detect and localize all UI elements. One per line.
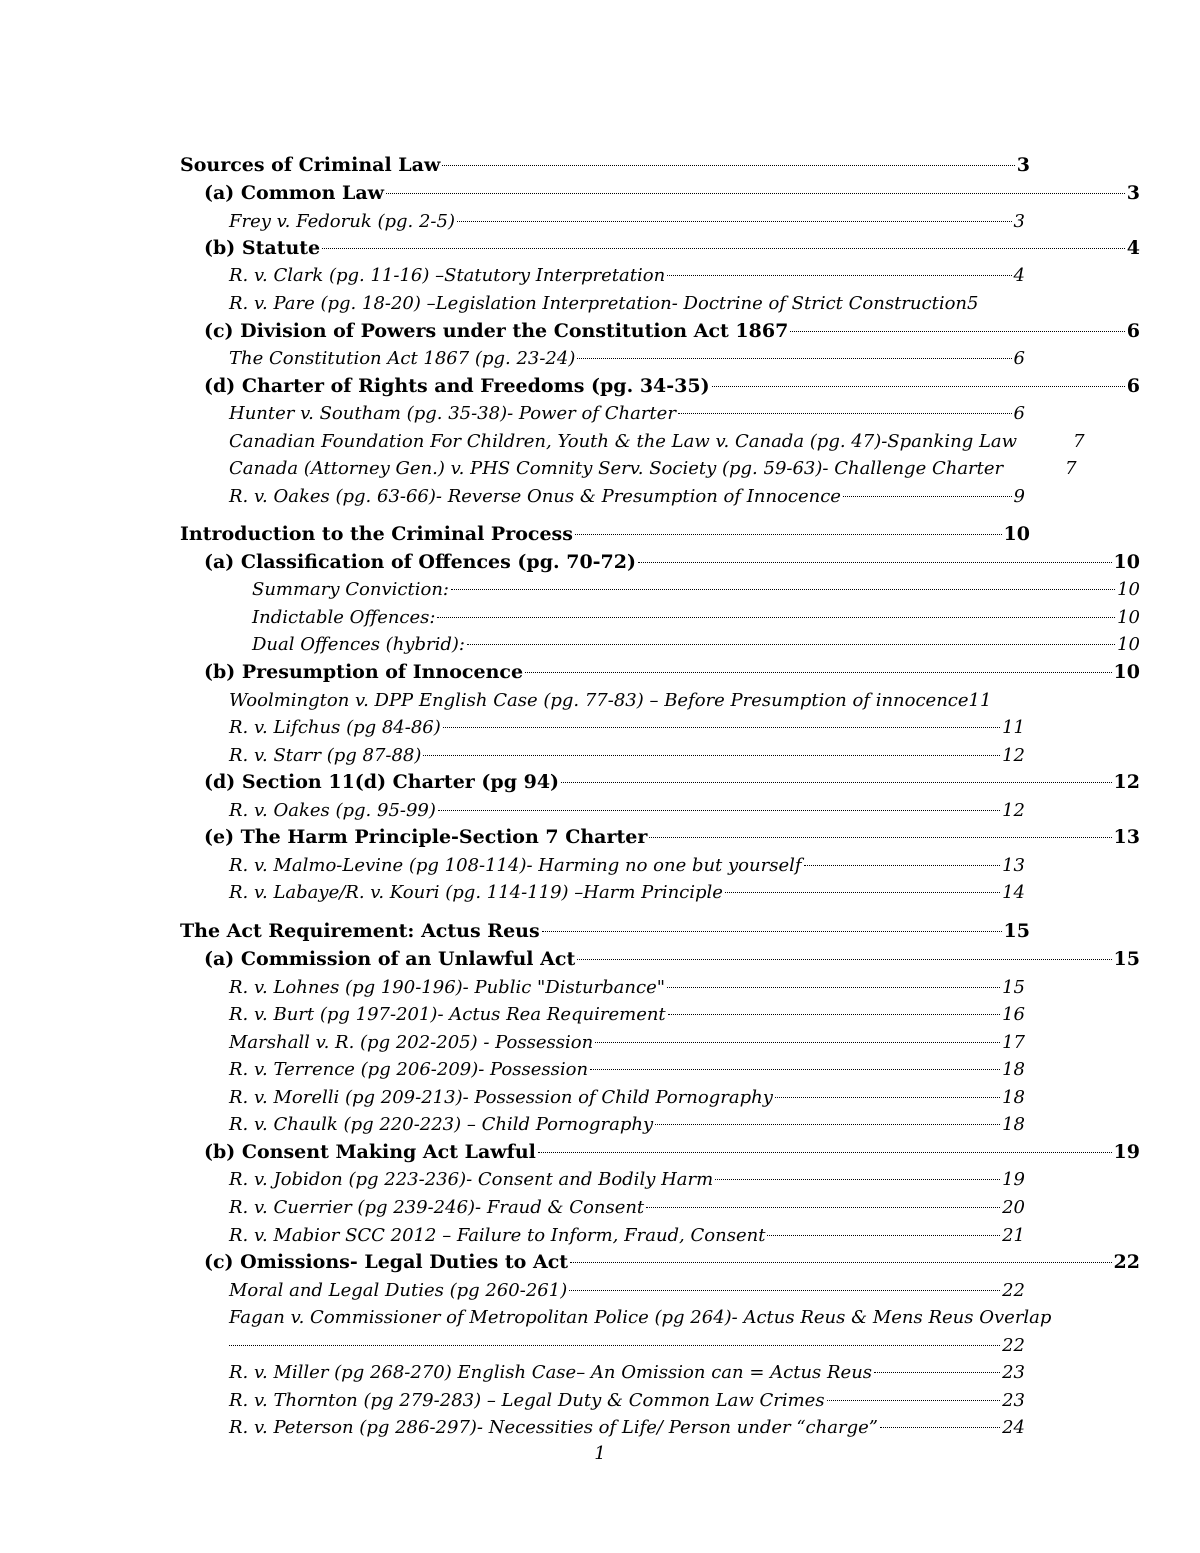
toc-entry-hunter-v-southam[interactable] [229, 400, 1025, 427]
toc-entry-title: (e) The Harm Principle-Section 7 Charter [204, 826, 648, 848]
toc-entry-title: R. v. Terrence (pg 206-209)- Possession [229, 1059, 589, 1080]
toc-entry-summary-conviction[interactable] [252, 576, 1140, 603]
toc-entry-page: 5 [967, 293, 979, 314]
toc-entry-r-v-morelli[interactable] [229, 1084, 1025, 1111]
toc-entry-dual-offences[interactable] [252, 631, 1140, 658]
toc-entry-canadian-foundation[interactable] [229, 428, 1085, 455]
toc-entry-act-requirement[interactable] [180, 918, 1030, 945]
toc-entry-title: (d) Charter of Rights and Freedoms (pg. 34-35) [204, 375, 710, 397]
toc-entry-page: 18 [1002, 1114, 1025, 1135]
dot-leader [229, 1345, 1000, 1346]
toc-entry-r-v-terrence[interactable] [229, 1056, 1025, 1083]
dot-leader [595, 1042, 1000, 1043]
toc-entry-classification-of-offences[interactable] [204, 549, 1140, 576]
toc-entry-unlawful-act[interactable] [204, 946, 1140, 973]
dot-leader [874, 1372, 1000, 1373]
toc-entry-page: 17 [1002, 1032, 1025, 1053]
toc-entry-title: (a) Commission of an Unlawful Act [204, 948, 576, 970]
dot-leader [646, 1207, 1000, 1208]
toc-entry-r-v-clark[interactable] [229, 262, 1025, 289]
toc-entry-page: 10 [1113, 551, 1140, 573]
toc-entry-sources-of-criminal-law[interactable] [180, 152, 1030, 179]
dot-leader [538, 1152, 1112, 1153]
dot-leader [457, 221, 1012, 222]
toc-entry-page: 7 [1073, 431, 1085, 452]
toc-entry-division-of-powers[interactable] [204, 318, 1140, 345]
dot-leader [442, 165, 1014, 166]
toc-entry-consent-making-act-lawful[interactable] [204, 1139, 1140, 1166]
toc-entry-page: 6 [1013, 348, 1025, 369]
toc-entry-title: R. v. Oakes (pg. 63-66)- Reverse Onus & Presumption of Innocence [229, 486, 841, 507]
toc-entry-r-v-peterson[interactable] [229, 1414, 1025, 1441]
dot-leader [790, 331, 1124, 332]
toc-entry-title: R. v. Peterson (pg 286-297)- Necessities of Life/ Person under “charge” [229, 1417, 878, 1438]
dot-leader [575, 534, 1002, 535]
toc-entry-page: 15 [1113, 948, 1140, 970]
toc-entry-title: Fagan v. Commissioner of Metropolitan Police (pg 264)- Actus Reus & Mens Reus Overlap [229, 1307, 1052, 1328]
toc-entry-r-v-cuerrier[interactable] [229, 1194, 1025, 1221]
toc-entry-page: 22 [1113, 1251, 1140, 1273]
toc-entry-charter-of-rights[interactable] [204, 373, 1140, 400]
dot-leader [725, 892, 1000, 893]
toc-entry-title: Canada (Attorney Gen.) v. PHS Comnity Serv. Society (pg. 59-63)- Challenge Charter [229, 458, 1004, 479]
toc-entry-title: R. v. Miller (pg 268-270) English Case– An Omission can = Actus Reus [229, 1362, 873, 1383]
dot-leader [712, 386, 1125, 387]
dot-leader [827, 1400, 1001, 1401]
toc-entry-marshall-v-r[interactable] [229, 1029, 1025, 1056]
toc-entry-title: R. v. Jobidon (pg 223-236)- Consent and Bodily Harm [229, 1169, 714, 1190]
toc-entry-indictable-offences[interactable] [252, 604, 1140, 631]
toc-entry-page: 10 [1117, 634, 1140, 655]
toc-entry-title: Frey v. Fedoruk (pg. 2-5) [229, 211, 455, 232]
toc-entry-title: R. v. Lifchus (pg 84-86) [229, 717, 441, 738]
dot-leader [668, 1014, 1000, 1015]
toc-entry-title: R. v. Chaulk (pg 220-223) – Child Pornography [229, 1114, 654, 1135]
toc-entry-title: Canadian Foundation For Children, Youth & the Law v. Canada (pg. 47)-Spanking Law [229, 431, 1018, 452]
dot-leader [577, 358, 1011, 359]
dot-leader [590, 1069, 1000, 1070]
dot-leader [386, 193, 1125, 194]
toc-entry-title: R. v. Morelli (pg 209-213)- Possession of Child Pornography [229, 1087, 773, 1108]
dot-leader [569, 1290, 1000, 1291]
toc-entry-statute[interactable] [204, 235, 1140, 262]
dot-leader [638, 562, 1112, 563]
toc-entry-title: R. v. Oakes (pg. 95-99) [229, 800, 436, 821]
toc-entry-page: 21 [1002, 1225, 1025, 1246]
toc-entry-title: R. v. Cuerrier (pg 239-246)- Fraud & Consent [229, 1197, 645, 1218]
toc-entry-page: 10 [1113, 661, 1140, 683]
toc-entry-title: (a) Common Law [204, 182, 385, 204]
toc-entry-harm-principle[interactable] [204, 824, 1140, 851]
toc-entry-intro-criminal-process[interactable] [180, 521, 1030, 548]
toc-entry-title: R. v. Malmo-Levine (pg 108-114)- Harming no one but yourself [229, 855, 802, 876]
toc-entry-title: Woolmington v. DPP English Case (pg. 77-83) – Before Presumption of innocence [229, 690, 969, 711]
dot-leader [561, 782, 1112, 783]
dot-leader [451, 589, 1115, 590]
toc-entry-r-v-thornton[interactable] [229, 1387, 1025, 1414]
toc-entry-page: 10 [1117, 579, 1140, 600]
toc-entry-page: 22 [1002, 1280, 1025, 1301]
dot-leader [438, 810, 1000, 811]
toc-entry-page: 22 [1002, 1335, 1025, 1356]
toc-entry-section-11d[interactable] [204, 769, 1140, 796]
toc-entry-r-v-chaulk[interactable] [229, 1111, 1025, 1138]
toc-entry-title: (a) Classification of Offences (pg. 70-72) [204, 551, 636, 573]
toc-entry-page: 19 [1113, 1141, 1140, 1163]
toc-entry-r-v-oakes-2[interactable] [229, 797, 1025, 824]
toc-entry-r-v-lohnes[interactable] [229, 974, 1025, 1001]
toc-entry-title: (b) Presumption of Innocence [204, 661, 524, 683]
toc-entry-page: 4 [1126, 237, 1140, 259]
toc-entry-title: Hunter v. Southam (pg. 35-38)- Power of Charter [229, 403, 676, 424]
toc-entry-omissions[interactable] [204, 1249, 1140, 1276]
toc-entry-page: 3 [1126, 182, 1140, 204]
toc-entry-title: Dual Offences (hybrid): [252, 634, 465, 655]
toc-entry-fagan[interactable] [229, 1304, 1051, 1331]
toc-entry-page: 23 [1002, 1362, 1025, 1383]
toc-entry-page: 15 [1002, 977, 1025, 998]
toc-entry-page: 12 [1002, 800, 1025, 821]
dot-leader [570, 1262, 1112, 1263]
dot-leader [437, 617, 1115, 618]
toc-entry-r-v-starr[interactable] [229, 742, 1025, 769]
toc-entry-frey-v-fedoruk[interactable] [229, 208, 1025, 235]
dot-leader [880, 1427, 1000, 1428]
toc-entry-page: 6 [1126, 375, 1140, 397]
toc-entry-r-v-lifchus[interactable] [229, 714, 1025, 741]
dot-leader [542, 931, 1002, 932]
toc-entry-title: R. v. Lohnes (pg 190-196)- Public "Disturbance" [229, 977, 666, 998]
toc-entry-title: (c) Omissions- Legal Duties to Act [204, 1251, 569, 1273]
toc-entry-title: (d) Section 11(d) Charter (pg 94) [204, 771, 560, 793]
toc-entry-title: R. v. Starr (pg 87-88) [229, 745, 422, 766]
toc-entry-page: 13 [1002, 855, 1025, 876]
dot-leader [423, 755, 1000, 756]
toc-entry-constitution-act-1867[interactable] [229, 345, 1025, 372]
dot-leader [804, 865, 1001, 866]
toc-entry-labaye-kouri[interactable] [229, 879, 1025, 906]
dot-leader [775, 1097, 1000, 1098]
toc-entry-title: R. v. Pare (pg. 18-20) –Legislation Interpretation- Doctrine of Strict Construction [229, 293, 968, 314]
toc-entry-malmo-levine[interactable] [229, 852, 1025, 879]
toc-entry-page: 3 [1016, 154, 1030, 176]
toc-entry-page: 11 [968, 690, 992, 711]
toc-entry-page: 12 [1002, 745, 1025, 766]
dot-leader [767, 1235, 1000, 1236]
toc-entry-page: 23 [1002, 1390, 1025, 1411]
toc-entry-title: R. v. Thornton (pg 279-283) – Legal Duty & Common Law Crimes [229, 1390, 825, 1411]
toc-entry-r-v-miller[interactable] [229, 1359, 1025, 1386]
toc-entry-title: R. v. Clark (pg. 11-16) –Statutory Interpretation [229, 265, 666, 286]
toc-entry-title: R. v. Labaye/R. v. Kouri (pg. 114-119) –Harm Principle [229, 882, 723, 903]
toc-entry-title: (b) Consent Making Act Lawful [204, 1141, 536, 1163]
toc-entry-title: (b) Statute [204, 237, 321, 259]
dot-leader [577, 959, 1111, 960]
dot-leader [667, 987, 1000, 988]
toc-entry-page: 9 [1013, 486, 1025, 507]
dot-leader [649, 837, 1111, 838]
dot-leader [715, 1179, 1000, 1180]
dot-leader [843, 496, 1012, 497]
dot-leader [467, 644, 1115, 645]
toc-entry-page: 18 [1002, 1059, 1025, 1080]
toc-entry-r-v-pare[interactable] [229, 290, 978, 317]
toc-entry-fagan-continuation[interactable] [229, 1332, 1025, 1359]
toc-entry-page: 12 [1113, 771, 1140, 793]
toc-entry-common-law[interactable] [204, 180, 1140, 207]
toc-entry-r-v-jobidon[interactable] [229, 1166, 1025, 1193]
toc-entry-page: 10 [1003, 523, 1030, 545]
toc-entry-page: 16 [1002, 1004, 1025, 1025]
toc-entry-title: Sources of Criminal Law [180, 154, 441, 176]
toc-entry-page: 19 [1002, 1169, 1025, 1190]
toc-entry-title: Introduction to the Criminal Process [180, 523, 573, 545]
toc-entry-title: R. v. Mabior SCC 2012 – Failure to Inform, Fraud, Consent [229, 1225, 766, 1246]
toc-entry-title: The Constitution Act 1867 (pg. 23-24) [229, 348, 576, 369]
toc-entry-page: 6 [1126, 320, 1140, 342]
toc-entry-title: Moral and Legal Duties (pg 260-261) [229, 1280, 568, 1301]
toc-entry-r-v-oakes-1[interactable] [229, 483, 1025, 510]
toc-entry-title: Indictable Offences: [252, 607, 436, 628]
toc-entry-title: Marshall v. R. (pg 202-205) - Possession [229, 1032, 594, 1053]
dot-leader [322, 248, 1125, 249]
toc-entry-phs-community[interactable] [229, 455, 1077, 482]
page-number-footer: 1 [594, 1443, 606, 1464]
toc-entry-page: 4 [1013, 265, 1025, 286]
toc-entry-page: 18 [1002, 1087, 1025, 1108]
toc-entry-page: 15 [1003, 920, 1030, 942]
toc-entry-page: 14 [1002, 882, 1025, 903]
toc-entry-woolmington[interactable] [229, 687, 991, 714]
toc-entry-page: 3 [1013, 211, 1025, 232]
toc-entry-r-v-mabior[interactable] [229, 1222, 1025, 1249]
toc-entry-page: 13 [1113, 826, 1140, 848]
toc-entry-page: 10 [1117, 607, 1140, 628]
toc-entry-r-v-burt[interactable] [229, 1001, 1025, 1028]
toc-entry-page: 11 [1002, 717, 1025, 738]
toc-entry-title: (c) Division of Powers under the Constitution Act 1867 [204, 320, 789, 342]
dot-leader [667, 275, 1011, 276]
toc-entry-presumption-of-innocence[interactable] [204, 659, 1140, 686]
toc-entry-page: 20 [1002, 1197, 1025, 1218]
dot-leader [443, 727, 1000, 728]
dot-leader [655, 1124, 1000, 1125]
toc-entry-title: The Act Requirement: Actus Reus [180, 920, 540, 942]
dot-leader [525, 672, 1112, 673]
toc-entry-title: R. v. Burt (pg 197-201)- Actus Rea Requirement [229, 1004, 666, 1025]
toc-entry-moral-legal-duties[interactable] [229, 1277, 1025, 1304]
dot-leader [678, 413, 1012, 414]
toc-entry-title: Summary Conviction: [252, 579, 449, 600]
toc-entry-page: 6 [1013, 403, 1025, 424]
toc-entry-page: 24 [1002, 1417, 1025, 1438]
toc-entry-page: 7 [1065, 458, 1077, 479]
